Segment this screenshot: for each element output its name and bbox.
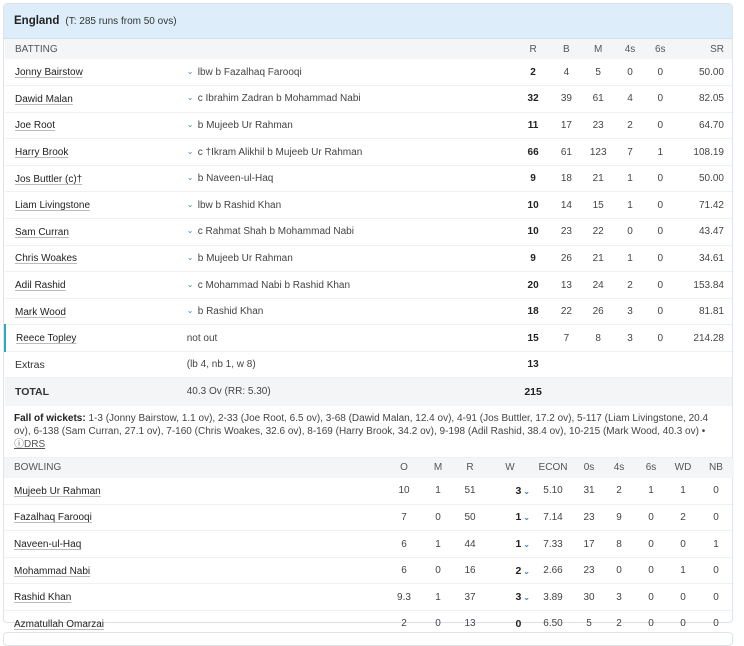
batter-name-cell bbox=[5, 139, 187, 166]
col-header-r: R bbox=[452, 458, 488, 478]
batter-m: 24 bbox=[582, 272, 615, 299]
batter-b: 14 bbox=[551, 192, 581, 219]
batter-b: 18 bbox=[551, 165, 581, 192]
batter-fours: 4 bbox=[615, 86, 645, 113]
chevron-down-icon: ⌄ bbox=[186, 306, 194, 316]
col-header-r: R bbox=[515, 39, 551, 59]
dismissal-text: c Rahmat Shah b Mohammad Nabi bbox=[197, 226, 354, 238]
bowling-header-row bbox=[4, 458, 734, 478]
batter-sixes: 0 bbox=[645, 192, 675, 219]
batter-b: 61 bbox=[551, 139, 581, 166]
batter-fours: 1 bbox=[615, 245, 645, 272]
dismissal-text: c †Ikram Alikhil b Mujeeb Ur Rahman bbox=[197, 146, 363, 158]
batter-name-link[interactable]: Jonny Bairstow bbox=[15, 67, 83, 79]
drs-icon: ⓘ bbox=[14, 438, 24, 450]
bowler-dots: 30 bbox=[574, 584, 604, 611]
bowler-row bbox=[4, 584, 734, 611]
bowler-wickets: 3 bbox=[515, 484, 522, 497]
col-header-6s: 6s bbox=[645, 39, 675, 59]
bowler-name-cell bbox=[4, 504, 384, 531]
bowler-name-link[interactable]: Fazalhaq Farooqi bbox=[14, 512, 92, 524]
team-name: England bbox=[14, 15, 60, 27]
bowler-overs: 10 bbox=[384, 478, 424, 505]
batter-name-cell bbox=[5, 272, 187, 299]
chevron-down-icon: ⌄ bbox=[523, 486, 530, 496]
chevron-down-icon: ⌄ bbox=[523, 513, 530, 523]
dismissal-text: c Ibrahim Zadran b Mohammad Nabi bbox=[197, 93, 361, 105]
chevron-down-icon: ⌄ bbox=[186, 279, 194, 289]
batting-table bbox=[4, 39, 732, 406]
batter-sr: 82.05 bbox=[675, 86, 732, 113]
bowler-wides: 1 bbox=[668, 478, 698, 505]
bowler-dots: 23 bbox=[574, 504, 604, 531]
batter-fours: 1 bbox=[615, 165, 645, 192]
bowler-overs: 7 bbox=[384, 504, 424, 531]
batter-sixes: 0 bbox=[645, 325, 675, 352]
batter-r: 18 bbox=[515, 298, 551, 325]
batter-r: 10 bbox=[515, 219, 551, 246]
batter-fours: 3 bbox=[615, 325, 645, 352]
batter-sr: 108.19 bbox=[675, 139, 732, 166]
bowler-overs: 6 bbox=[384, 557, 424, 584]
dismissal-text: lbw b Rashid Khan bbox=[197, 199, 282, 211]
total-overs: 40.3 Ov (RR: 5.30) bbox=[187, 378, 515, 406]
batter-sixes: 0 bbox=[645, 219, 675, 246]
bowler-econ: 5.10 bbox=[532, 478, 574, 505]
bowler-overs: 6 bbox=[384, 531, 424, 558]
bowler-name-link[interactable]: Naveen-ul-Haq bbox=[14, 539, 82, 551]
batter-r: 32 bbox=[515, 86, 551, 113]
bowler-sixes: 0 bbox=[634, 611, 668, 638]
dismissal-text: c Mohammad Nabi b Rashid Khan bbox=[197, 279, 351, 291]
batter-row bbox=[5, 272, 732, 299]
batter-sixes: 0 bbox=[645, 298, 675, 325]
chevron-down-icon: ⌄ bbox=[523, 566, 530, 576]
batter-name-link[interactable]: Adil Rashid bbox=[15, 280, 66, 292]
bowler-wickets: 2 bbox=[515, 564, 522, 577]
bowler-wickets-cell[interactable] bbox=[488, 557, 532, 584]
batter-m: 8 bbox=[582, 325, 615, 352]
chevron-down-icon: ⌄ bbox=[186, 226, 194, 236]
extras-value: 13 bbox=[515, 352, 551, 378]
dismissal-cell[interactable] bbox=[187, 245, 515, 272]
batter-row bbox=[5, 192, 732, 219]
batter-name-link[interactable]: Harry Brook bbox=[15, 147, 69, 159]
bowler-name-link[interactable]: Mohammad Nabi bbox=[14, 565, 91, 577]
dismissal-text: b Naveen-ul-Haq bbox=[197, 173, 274, 185]
batter-name-link[interactable]: Chris Woakes bbox=[15, 253, 78, 265]
col-header-m: M bbox=[582, 39, 615, 59]
dismissal-cell[interactable] bbox=[187, 219, 515, 246]
bowler-name-cell bbox=[4, 557, 384, 584]
bowler-maidens: 0 bbox=[424, 504, 452, 531]
batter-sixes: 0 bbox=[645, 245, 675, 272]
bowler-runs: 13 bbox=[452, 611, 488, 638]
bowler-sixes: 0 bbox=[634, 584, 668, 611]
batter-name-cell bbox=[5, 165, 187, 192]
bowler-name-link[interactable]: Rashid Khan bbox=[14, 592, 72, 604]
batter-sr: 64.70 bbox=[675, 112, 732, 139]
col-header-4s: 4s bbox=[604, 458, 634, 478]
batter-name-link[interactable]: Reece Topley bbox=[16, 333, 77, 345]
batter-sr: 50.00 bbox=[675, 59, 732, 86]
bowler-wides: 0 bbox=[668, 584, 698, 611]
batter-sixes: 0 bbox=[645, 86, 675, 113]
batter-m: 21 bbox=[582, 165, 615, 192]
total-row bbox=[5, 378, 732, 406]
chevron-down-icon: ⌄ bbox=[523, 593, 530, 603]
batter-row bbox=[5, 139, 732, 166]
dismissal-cell bbox=[187, 325, 515, 352]
batter-row bbox=[5, 219, 732, 246]
batter-m: 23 bbox=[582, 112, 615, 139]
batter-row bbox=[5, 298, 732, 325]
bowler-name-link[interactable]: Azmatullah Omarzai bbox=[14, 618, 105, 630]
bowler-wickets-cell[interactable] bbox=[488, 478, 532, 505]
chevron-down-icon: ⌄ bbox=[186, 119, 194, 129]
batter-name-cell bbox=[5, 219, 187, 246]
bowler-overs: 9.3 bbox=[384, 584, 424, 611]
chevron-down-icon: ⌄ bbox=[186, 66, 194, 76]
bowler-name-link[interactable]: Mujeeb Ur Rahman bbox=[14, 485, 101, 497]
bowler-maidens: 0 bbox=[424, 557, 452, 584]
col-header-wd: WD bbox=[668, 458, 698, 478]
col-header-w: W bbox=[488, 458, 532, 478]
batter-sixes: 0 bbox=[645, 59, 675, 86]
bowler-name-cell bbox=[4, 478, 384, 505]
dismissal-cell[interactable] bbox=[187, 86, 515, 113]
col-header-nb: NB bbox=[698, 458, 734, 478]
bowler-runs: 51 bbox=[452, 478, 488, 505]
bowler-wickets: 3 bbox=[515, 591, 522, 604]
extras-row bbox=[5, 352, 732, 378]
batter-sr: 153.84 bbox=[675, 272, 732, 299]
total-value: 215 bbox=[515, 378, 551, 406]
bowler-econ: 7.33 bbox=[532, 531, 574, 558]
bowler-row bbox=[4, 531, 734, 558]
bowler-noballs: 0 bbox=[698, 478, 734, 505]
dismissal-cell[interactable] bbox=[187, 298, 515, 325]
bowler-wides: 1 bbox=[668, 557, 698, 584]
fall-of-wickets bbox=[4, 406, 732, 458]
dismissal-text: b Mujeeb Ur Rahman bbox=[197, 252, 293, 264]
total-label: TOTAL bbox=[5, 378, 187, 406]
col-header-econ: ECON bbox=[532, 458, 574, 478]
batter-b: 26 bbox=[551, 245, 581, 272]
bowler-name-cell bbox=[4, 531, 384, 558]
next-card-edge bbox=[3, 632, 733, 646]
batter-fours: 2 bbox=[615, 272, 645, 299]
bowler-overs: 2 bbox=[384, 611, 424, 638]
bowler-fours: 2 bbox=[604, 478, 634, 505]
drs-link[interactable] bbox=[14, 439, 45, 450]
bowler-maidens: 0 bbox=[424, 611, 452, 638]
batter-r: 10 bbox=[515, 192, 551, 219]
batter-sr: 214.28 bbox=[675, 325, 732, 352]
col-header-4s: 4s bbox=[615, 39, 645, 59]
batter-name-link[interactable]: Mark Wood bbox=[15, 306, 66, 318]
batter-fours: 1 bbox=[615, 192, 645, 219]
dismissal-cell[interactable] bbox=[187, 272, 515, 299]
bowler-maidens: 1 bbox=[424, 584, 452, 611]
bowler-noballs: 0 bbox=[698, 584, 734, 611]
chevron-down-icon: ⌄ bbox=[186, 173, 194, 183]
bowler-sixes: 0 bbox=[634, 557, 668, 584]
batter-fours: 2 bbox=[615, 112, 645, 139]
batter-name-link[interactable]: Liam Livingstone bbox=[15, 200, 91, 212]
col-header-sr: SR bbox=[675, 39, 732, 59]
innings-header[interactable] bbox=[4, 4, 732, 39]
bowler-wides: 2 bbox=[668, 504, 698, 531]
bowler-econ: 6.50 bbox=[532, 611, 574, 638]
batter-b: 4 bbox=[551, 59, 581, 86]
batter-row bbox=[5, 59, 732, 86]
chevron-down-icon: ⌄ bbox=[186, 93, 194, 103]
drs-label: DRS bbox=[24, 438, 46, 450]
bowler-dots: 5 bbox=[574, 611, 604, 638]
bowler-maidens: 1 bbox=[424, 531, 452, 558]
batter-name-link[interactable]: Sam Curran bbox=[15, 226, 69, 238]
batter-r: 15 bbox=[515, 325, 551, 352]
bowler-econ: 7.14 bbox=[532, 504, 574, 531]
chevron-down-icon: ⌄ bbox=[186, 146, 194, 156]
bowler-wides: 0 bbox=[668, 531, 698, 558]
batter-row bbox=[5, 112, 732, 139]
batter-name-cell bbox=[5, 325, 187, 352]
bowler-noballs: 0 bbox=[698, 504, 734, 531]
dismissal-cell[interactable] bbox=[187, 165, 515, 192]
batter-name-cell bbox=[5, 245, 187, 272]
bowler-econ: 2.66 bbox=[532, 557, 574, 584]
bowler-runs: 44 bbox=[452, 531, 488, 558]
bowler-econ: 3.89 bbox=[532, 584, 574, 611]
fow-label: Fall of wickets: bbox=[14, 412, 86, 424]
dismissal-cell[interactable] bbox=[187, 139, 515, 166]
col-header-m: M bbox=[424, 458, 452, 478]
dismissal-cell[interactable] bbox=[187, 112, 515, 139]
batter-sixes: 0 bbox=[645, 272, 675, 299]
bowler-runs: 37 bbox=[452, 584, 488, 611]
batter-sr: 34.61 bbox=[675, 245, 732, 272]
batter-sr: 81.81 bbox=[675, 298, 732, 325]
bowler-wickets: 1 bbox=[515, 511, 522, 524]
bowler-sixes: 1 bbox=[634, 478, 668, 505]
scorecard-card bbox=[3, 3, 733, 630]
fow-text: 1-3 (Jonny Bairstow, 1.1 ov), 2-33 (Joe Root, 6.5 ov), 3-68 (Dawid Malan, 12.4 ov), 4-91 (Jos Buttler, 17.2 ov), 5-117 (Liam Livingstone, 20.4 ov), 6-138 (Sam Curran, 27.1 ov), 7-160 (Chris Woakes, 32.6 ov), 8-169 (Harry Brook, 34.2 ov), 9-198 (Adil Rashid, 38.4 ov), 10-215 (Mark Wood, 40.3 ov) • bbox=[14, 412, 709, 437]
bowler-fours: 9 bbox=[604, 504, 634, 531]
batter-m: 21 bbox=[582, 245, 615, 272]
col-header-b: B bbox=[551, 39, 581, 59]
batter-b: 39 bbox=[551, 86, 581, 113]
bowler-wides: 0 bbox=[668, 611, 698, 638]
batter-row bbox=[5, 165, 732, 192]
bowler-sixes: 0 bbox=[634, 504, 668, 531]
dismissal-cell[interactable] bbox=[187, 192, 515, 219]
batter-b: 23 bbox=[551, 219, 581, 246]
dismissal-text: b Rashid Khan bbox=[197, 306, 264, 318]
dismissal-text: lbw b Fazalhaq Farooqi bbox=[197, 66, 302, 78]
batter-name-cell bbox=[5, 112, 187, 139]
batter-sr: 71.42 bbox=[675, 192, 732, 219]
batter-sr: 50.00 bbox=[675, 165, 732, 192]
batter-r: 9 bbox=[515, 165, 551, 192]
bowling-title: BOWLING bbox=[4, 458, 384, 478]
chevron-down-icon: ⌄ bbox=[186, 199, 194, 209]
col-header-o: O bbox=[384, 458, 424, 478]
bowler-row bbox=[4, 504, 734, 531]
bowler-runs: 50 bbox=[452, 504, 488, 531]
batter-sr: 43.47 bbox=[675, 219, 732, 246]
dismissal-cell[interactable] bbox=[187, 59, 515, 86]
batter-name-link[interactable]: Joe Root bbox=[15, 120, 56, 132]
bowler-wickets: 0 bbox=[515, 617, 522, 630]
batter-m: 22 bbox=[582, 219, 615, 246]
batter-name-link[interactable]: Jos Buttler (c)† bbox=[15, 173, 83, 185]
batting-header-row bbox=[5, 39, 732, 59]
bowler-maidens: 1 bbox=[424, 478, 452, 505]
batter-name-cell bbox=[5, 86, 187, 113]
batter-m: 26 bbox=[582, 298, 615, 325]
bowling-table bbox=[4, 458, 734, 638]
bowler-wickets-cell[interactable] bbox=[488, 584, 532, 611]
batter-m: 123 bbox=[582, 139, 615, 166]
bowler-sixes: 0 bbox=[634, 531, 668, 558]
batter-fours: 0 bbox=[615, 219, 645, 246]
batter-name-cell bbox=[5, 298, 187, 325]
bowler-noballs: 1 bbox=[698, 531, 734, 558]
bowler-wickets-cell[interactable] bbox=[488, 504, 532, 531]
chevron-down-icon: ⌄ bbox=[186, 252, 194, 262]
batter-b: 13 bbox=[551, 272, 581, 299]
batter-row bbox=[5, 245, 732, 272]
extras-label: Extras bbox=[5, 352, 187, 378]
batter-fours: 7 bbox=[615, 139, 645, 166]
batter-name-cell bbox=[5, 59, 187, 86]
batter-b: 22 bbox=[551, 298, 581, 325]
extras-detail: (lb 4, nb 1, w 8) bbox=[187, 352, 515, 378]
col-header-6s: 6s bbox=[634, 458, 668, 478]
batter-name-link[interactable]: Dawid Malan bbox=[15, 93, 73, 105]
batting-title: BATTING bbox=[5, 39, 187, 59]
bowler-runs: 16 bbox=[452, 557, 488, 584]
batter-fours: 0 bbox=[615, 59, 645, 86]
batter-b: 7 bbox=[551, 325, 581, 352]
bowler-fours: 0 bbox=[604, 557, 634, 584]
bowler-noballs: 0 bbox=[698, 611, 734, 638]
bowler-fours: 3 bbox=[604, 584, 634, 611]
bowler-name-cell bbox=[4, 584, 384, 611]
col-header-0s: 0s bbox=[574, 458, 604, 478]
batter-b: 17 bbox=[551, 112, 581, 139]
batter-m: 61 bbox=[582, 86, 615, 113]
dismissal-text: b Mujeeb Ur Rahman bbox=[197, 119, 293, 131]
batter-sixes: 0 bbox=[645, 112, 675, 139]
batter-row bbox=[5, 86, 732, 113]
bowler-noballs: 0 bbox=[698, 557, 734, 584]
bowler-dots: 17 bbox=[574, 531, 604, 558]
chevron-down-icon: ⌄ bbox=[523, 540, 530, 550]
batter-r: 2 bbox=[515, 59, 551, 86]
bowler-fours: 2 bbox=[604, 611, 634, 638]
bowler-fours: 8 bbox=[604, 531, 634, 558]
batter-row bbox=[5, 325, 732, 352]
batter-sixes: 0 bbox=[645, 165, 675, 192]
target-text: (T: 285 runs from 50 ovs) bbox=[65, 15, 177, 27]
batter-r: 66 bbox=[515, 139, 551, 166]
bowler-row bbox=[4, 557, 734, 584]
batter-r: 20 bbox=[515, 272, 551, 299]
batter-m: 15 bbox=[582, 192, 615, 219]
bowler-dots: 31 bbox=[574, 478, 604, 505]
batter-m: 5 bbox=[582, 59, 615, 86]
batter-r: 11 bbox=[515, 112, 551, 139]
batter-sixes: 1 bbox=[645, 139, 675, 166]
bowler-dots: 23 bbox=[574, 557, 604, 584]
bowler-wickets: 1 bbox=[515, 538, 522, 551]
batter-r: 9 bbox=[515, 245, 551, 272]
batter-fours: 3 bbox=[615, 298, 645, 325]
bowler-row bbox=[4, 478, 734, 505]
batter-name-cell bbox=[5, 192, 187, 219]
bowler-wickets-cell[interactable] bbox=[488, 531, 532, 558]
dismissal-text: not out bbox=[186, 332, 218, 344]
